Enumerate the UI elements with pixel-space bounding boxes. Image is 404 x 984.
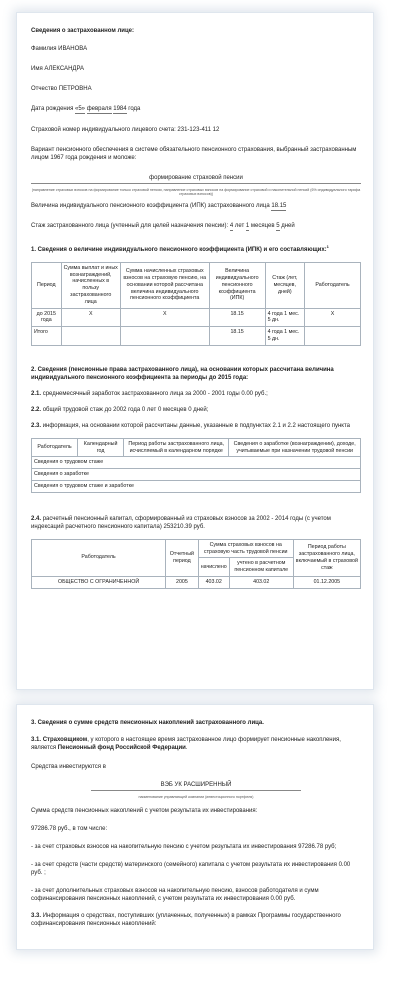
table-header-row: начислено учтено в расчетном пенсионном капитале <box>32 558 361 577</box>
ipk-value: 18.15 <box>271 202 287 209</box>
section-3-1: 3.1. Страховщиком, у которого в настоящее время застрахованное лицо формирует пенсионные накопления, является Пенсионный фонд Российской Федерации. <box>31 737 341 751</box>
document-page-1[interactable] <box>16 12 374 690</box>
section-2-3: 2.3. информация, на основании которой рассчитаны данные, указанные в подпунктах 2.1 и 2.2 настоящего пункта <box>31 422 350 429</box>
savings-sum-label: Сумма средств пенсионных накоплений с учетом результата их инвестирования: <box>31 808 258 815</box>
dob-year: 1984 <box>113 106 127 112</box>
table-row: ОБЩЕСТВО С ОГРАНИЧЕННОЙ 2005 403.02 403.02 01.12.2005 <box>32 576 361 588</box>
document-page-2[interactable] <box>16 704 374 950</box>
table-row: Сведения о заработке <box>32 469 361 481</box>
snils-value: 231-123-411 12 <box>177 127 220 133</box>
section-2-1: 2.1. среднемесячный заработок застрахованного лица за 2000 - 2001 годы 0.00 руб.; <box>31 390 268 397</box>
patronymic-row: Отчество ПЕТРОВНА <box>31 86 92 92</box>
pension-capital-table <box>31 539 361 589</box>
table-row: Итого 18.15 4 года 1 мес. 5 дн. <box>32 327 361 346</box>
surname-row: Фамилия ИВАНОВА <box>31 46 88 52</box>
section-2-4: 2.4. расчетный пенсионный капитал, сформированный из страховых взносов за 2002 - 2014 годы (с учетом индексаций расчетного пенсионного капитала) 253210.39 руб. <box>31 515 331 530</box>
savings-sum-value: 97286.78 руб., в том числе: <box>31 826 108 833</box>
table-row: Сведения о трудовом стаже и заработке <box>32 480 361 492</box>
snils-row: Страховой номер индивидуального лицевого счета: 231-123-411 12 <box>31 127 220 133</box>
table-header-row: Период Сумма выплат и иных вознаграждений, начисленных в пользу застрахованного лица Сумма начисленных страховых взносов на страховую пенсию, на основании которой рассчитана величина индивидуального пенсионного коэффициента Величина индивидуального пенсионного коэффициента (ИПК) Стаж (лет, месяцев, дней) Работодатель <box>32 262 361 308</box>
savings-item-2: - за счет средств (части средств) материнского (семейного) капитала с учетом результата их инвестирования 0.00 руб. ; <box>31 862 351 877</box>
invest-company-note: наименование управляющей компании (инвестиционного портфеля) <box>138 794 254 799</box>
stazh-row: Стаж застрахованного лица (учтенный для целей назначения пенсии): 4 лет 1 месяцев 5 дней <box>31 222 295 229</box>
section-2-title: 2. Сведения (пенсионные права застрахованного лица), на основании которых рассчитана величина индивидуального пенсионного коэффициента за периоды до 2015 года: <box>31 366 334 381</box>
earnings-table <box>31 438 361 493</box>
savings-item-1: - за счет страховых взносов на накопительную пенсию с учетом результата их инвестирования 97286.78 руб; <box>31 844 337 851</box>
table-header-row: Работодатель Отчетный период Сумма страховых взносов на страховую часть трудовой пенсии Период работы застрахованного лица, включаемый в страховой стаж <box>32 539 361 558</box>
surname-value: ИВАНОВА <box>58 46 88 52</box>
pension-variant-note: (направление страховых взносов на формирование только страховой пенсии, направление страховых взносов на формирование страховой и накопительной пенсий (6% индивидуального тарифа страховых взносов)) <box>31 187 361 197</box>
section-3-title: 3. Сведения о сумме средств пенсионных накоплений застрахованного лица. <box>31 720 264 726</box>
pension-fund-name: Пенсионный фонд Российской Федерации <box>57 745 186 751</box>
dob-day: «5» <box>75 106 86 112</box>
ipk-table <box>31 262 361 346</box>
invest-company: ВЭБ УК РАСШИРЕННЫЙ <box>160 782 232 788</box>
table-header-row: Работодатель Календарный год Период работы застрахованного лица, исчисляемый в календарном порядке Сведения о заработке (вознаграждении), доходе, учитываемые при назначении трудовой пенсии <box>32 438 361 457</box>
section-2-2: 2.2. общий трудовой стаж до 2002 года 0 лет 0 месяцев 0 дней; <box>31 406 209 413</box>
name-row: Имя АЛЕКСАНДРА <box>31 66 85 72</box>
name-value: АЛЕКСАНДРА <box>44 66 85 72</box>
pension-variant-value: формирование страховой пенсии <box>149 175 243 181</box>
section-1-title: 1. Сведения о величине индивидуального пенсионного коэффициента (ИПК) и его составляющих:$^1$ <box>31 243 329 253</box>
savings-item-3: - за счет дополнительных страховых взносов на накопительную пенсию, взносов работодателя и сумм софинансирования пенсионных накоплений, с учетом результата их инвестирования 0.00 руб. <box>31 888 319 903</box>
patronymic-value: ПЕТРОВНА <box>58 86 92 92</box>
insured-info-heading: Сведения о застрахованном лице: <box>31 28 135 34</box>
section-3-3: 3.3. Информация о средствах, поступивших (уплаченных, полученных) в рамках Программы государственного софинансирования пенсионных накоплений: <box>31 913 341 928</box>
dob-month: февраля <box>86 106 112 112</box>
invest-label: Средства инвестируются в <box>31 764 106 770</box>
table-row: Сведения о трудовом стаже <box>32 457 361 469</box>
dob-row: Дата рождения «5» февраля 1984 года <box>31 106 141 112</box>
ipk-row: Величина индивидуального пенсионного коэффициента (ИПК) застрахованного лица 18.15 <box>31 202 287 209</box>
table-row: до 2015 года X X 18.15 4 года 1 мес. 5 дн. X <box>32 308 361 327</box>
pension-variant-text: Вариант пенсионного обеспечения в системе обязательного пенсионного страхования, выбранный застрахованным лицом 1967 года рождения и моложе: <box>31 147 357 161</box>
